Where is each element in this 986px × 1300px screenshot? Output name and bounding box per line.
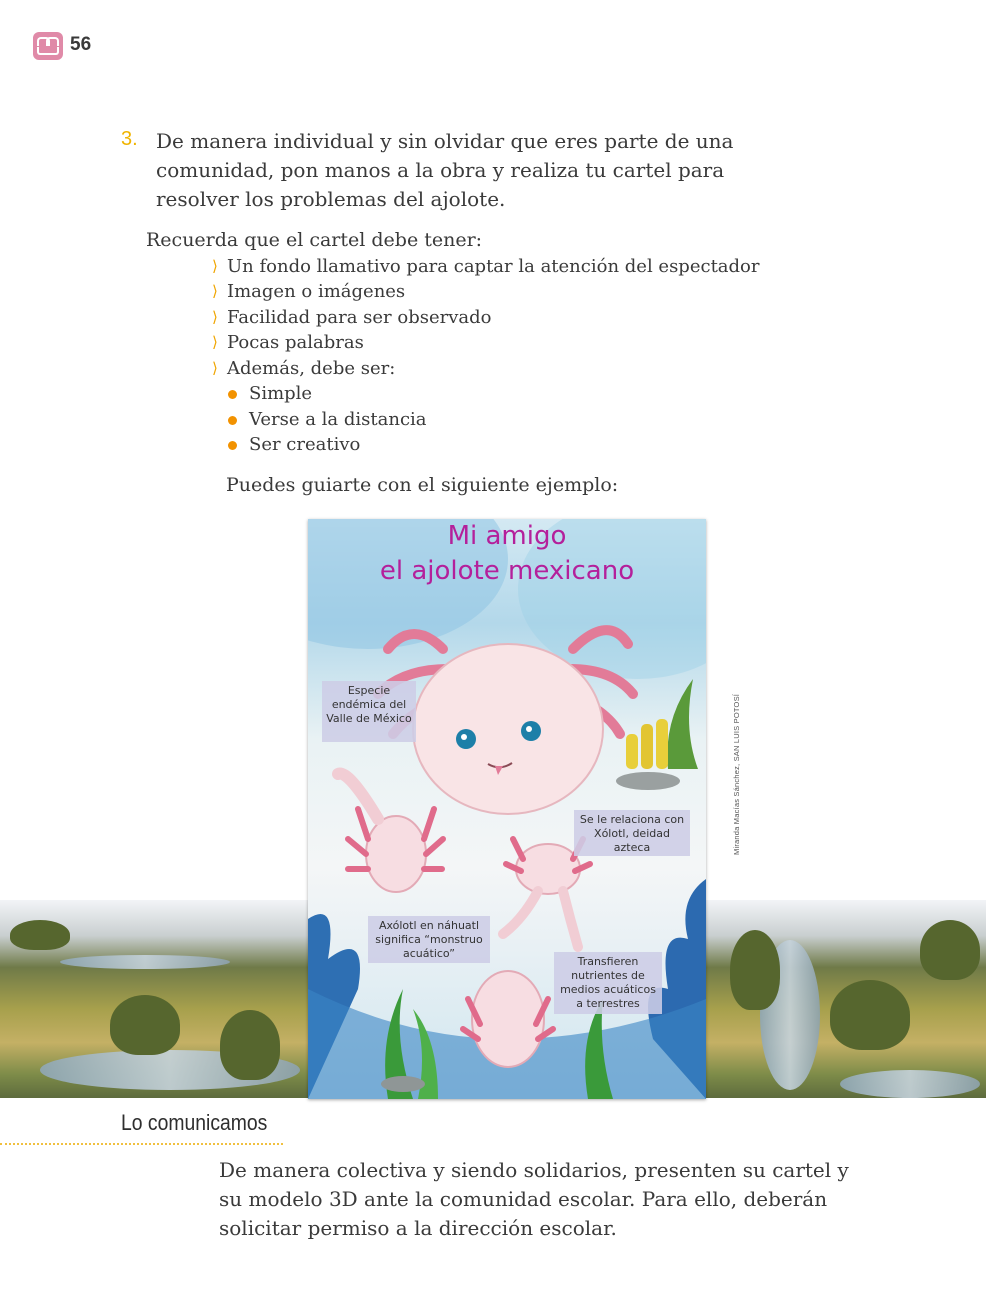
poster-title-line1: Mi amigo bbox=[447, 521, 567, 551]
bracket-bullet-icon: ⟩ bbox=[212, 257, 218, 275]
checklist-intro: Recuerda que el cartel debe tener: bbox=[146, 229, 483, 251]
dot-bullet-icon bbox=[228, 390, 237, 399]
list-item: Simple bbox=[226, 381, 427, 407]
list-item: ⟩ Imagen o imágenes bbox=[212, 281, 406, 303]
poster-note: Especie endémica del Valle de México bbox=[322, 681, 416, 742]
list-item: Verse a la distancia bbox=[226, 407, 427, 433]
bracket-bullet-icon: ⟩ bbox=[212, 358, 218, 377]
dot-bullet-icon bbox=[228, 441, 237, 450]
section-text: De manera colectiva y siendo solidarios, presenten su cartel y su modelo 3D ante la comunidad escolar. Para ello, deberán solicitar permiso a la dirección escolar. bbox=[219, 1158, 849, 1240]
bracket-bullet-icon: ⟩ bbox=[212, 307, 218, 326]
list-item: Ser creativo bbox=[226, 432, 427, 458]
poster-note: Transfieren nutrientes de medios acuáticos a terrestres bbox=[554, 952, 662, 1014]
poster-qualities-list bbox=[226, 381, 427, 458]
book-icon bbox=[33, 32, 63, 60]
step-number: 3. bbox=[121, 128, 138, 150]
poster-note: Axólotl en náhuatl significa “monstruo acuático” bbox=[368, 916, 490, 963]
example-intro: Puedes guiarte con el siguiente ejemplo: bbox=[226, 474, 619, 496]
list-item: ⟩ Facilidad para ser observado bbox=[212, 306, 492, 328]
list-item: ⟩ Un fondo llamativo para captar la atención del espectador bbox=[212, 256, 760, 277]
poster-credit: Miranda Macías Sánchez, SAN LUIS POTOSÍ bbox=[732, 693, 741, 855]
list-item: ⟩ Además, debe ser: bbox=[212, 357, 396, 379]
bracket-bullet-icon: ⟩ bbox=[212, 282, 218, 301]
list-item: ⟩ Pocas palabras bbox=[212, 332, 364, 354]
example-poster bbox=[308, 519, 706, 1099]
bracket-bullet-icon: ⟩ bbox=[212, 333, 218, 352]
step-text: De manera individual y sin olvidar que eres parte de una comunidad, pon manos a la obra y realiza tu cartel para resolver los problemas del ajolote. bbox=[156, 129, 734, 211]
section-divider bbox=[0, 1143, 283, 1145]
dot-bullet-icon bbox=[228, 416, 237, 425]
poster-title-line2: el ajolote mexicano bbox=[379, 556, 635, 586]
page-number: 56 bbox=[70, 34, 92, 55]
poster-note: Se le relaciona con Xólotl, deidad azteca bbox=[574, 810, 690, 856]
poster-requirements-list bbox=[212, 254, 760, 381]
section-title: Lo comunicamos bbox=[121, 1110, 268, 1135]
